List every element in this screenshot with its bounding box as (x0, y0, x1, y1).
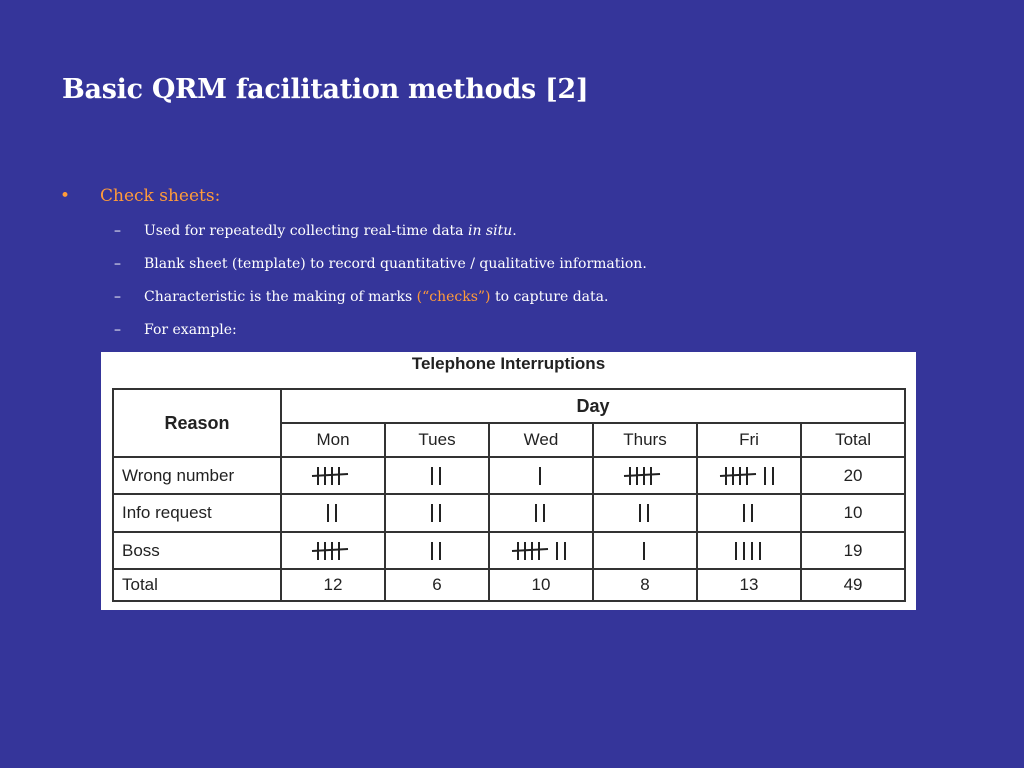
col-header-mon: Mon (281, 423, 385, 457)
tally-marks (427, 501, 447, 525)
tally-marks (510, 539, 572, 563)
tally-cell (489, 494, 593, 531)
dash-marker: – (114, 256, 121, 272)
subitem-text: Blank sheet (template) to record quantitative / qualitative information. (144, 256, 647, 272)
total-mon: 12 (281, 569, 385, 601)
subitem-text: Used for repeatedly collecting real-time data (144, 223, 468, 239)
tally-marks (535, 464, 547, 488)
tally-cell (281, 532, 385, 569)
subitem-for-example (114, 322, 237, 338)
tally-cell (281, 494, 385, 531)
tally-cell (385, 532, 489, 569)
col-header-thurs: Thurs (593, 423, 697, 457)
tally-marks (427, 464, 447, 488)
bullet-dot: • (60, 186, 71, 206)
subitem-text-end: to capture data. (490, 289, 609, 305)
subitem-text-end: . (512, 223, 517, 239)
tally-cell (593, 532, 697, 569)
total-wed: 10 (489, 569, 593, 601)
check-sheet-table (112, 388, 906, 602)
tally-marks (739, 501, 759, 525)
bullet-check-sheets (60, 186, 220, 206)
tally-marks (427, 539, 447, 563)
col-header-wed: Wed (489, 423, 593, 457)
slide-title: Basic QRM facilitation methods [2] (62, 74, 589, 105)
tally-cell (697, 532, 801, 569)
subitem-blank-sheet (114, 256, 647, 272)
bullet-label: Check sheets: (100, 186, 221, 206)
tally-marks (310, 464, 356, 488)
table-row-totals (113, 569, 905, 601)
dash-marker: – (114, 322, 121, 338)
subitem-characteristic (114, 289, 608, 305)
col-header-tues: Tues (385, 423, 489, 457)
day-header: Day (281, 389, 905, 423)
tally-marks (639, 539, 651, 563)
total-thurs: 8 (593, 569, 697, 601)
reason-header: Reason (113, 389, 281, 457)
tally-cell (489, 457, 593, 494)
subitem-realtime (114, 223, 517, 239)
tally-marks (635, 501, 655, 525)
row-total: 20 (801, 457, 905, 494)
tally-cell (489, 532, 593, 569)
row-total: 19 (801, 532, 905, 569)
tally-marks (731, 539, 767, 563)
tally-marks (622, 464, 668, 488)
row-label-info-request: Info request (113, 494, 281, 531)
tally-cell (697, 494, 801, 531)
tally-cell (593, 457, 697, 494)
tally-cell (281, 457, 385, 494)
row-label-total: Total (113, 569, 281, 601)
tally-cell (385, 457, 489, 494)
subitem-text: For example: (144, 322, 237, 338)
col-header-fri: Fri (697, 423, 801, 457)
figure-title: Telephone Interruptions (411, 354, 606, 373)
grand-total: 49 (801, 569, 905, 601)
tally-marks (323, 501, 343, 525)
check-sheet-figure (101, 352, 916, 610)
tally-marks (310, 539, 356, 563)
subitem-italic: in situ (467, 223, 513, 239)
total-tues: 6 (385, 569, 489, 601)
subitem-highlight: (“checks”) (416, 289, 491, 305)
col-header-total: Total (801, 423, 905, 457)
table-row (113, 457, 905, 494)
dash-marker: – (114, 289, 121, 305)
tally-marks (718, 464, 780, 488)
dash-marker: – (114, 223, 121, 239)
row-total: 10 (801, 494, 905, 531)
tally-cell (697, 457, 801, 494)
table-row (113, 532, 905, 569)
table-row (113, 494, 905, 531)
subitem-text: Characteristic is the making of marks (144, 289, 417, 305)
row-label-boss: Boss (113, 532, 281, 569)
row-label-wrong-number: Wrong number (113, 457, 281, 494)
tally-marks (531, 501, 551, 525)
tally-cell (593, 494, 697, 531)
tally-cell (385, 494, 489, 531)
total-fri: 13 (697, 569, 801, 601)
